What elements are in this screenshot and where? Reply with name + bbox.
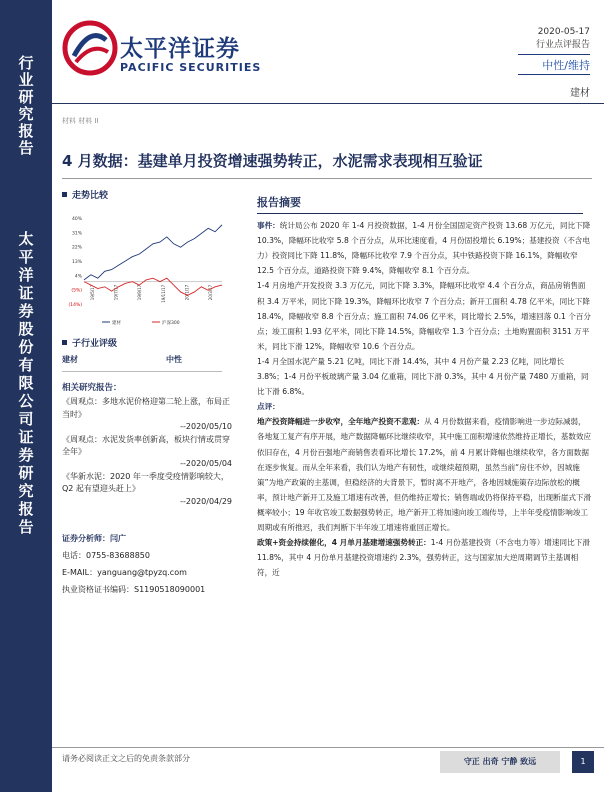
- footer-divider: [52, 747, 604, 748]
- trend-heading-text: 走势比较: [72, 191, 109, 201]
- analyst-email[interactable]: E-MAIL：yanguang@tpyzq.com: [62, 568, 187, 577]
- sub-rating-section: [62, 336, 222, 349]
- event-text: 统计局公布 2020 年 1-4 月投资数据，1-4 月份全国固定资产投资 13.68 万亿元，同比下降 10.3%，降幅环比收窄 5.8 个百分点，从环比速度看，4 月份固投增长 6.19%；基建投资（不含电力）投资同比下降 11.8%，降幅环比收窄 7.9 个百分点，其中铁路投资下降 16.1%，降幅收窄 12.5 个百分点，道路投资下降 9.4%，降幅收窄 8.1 个百分点。: [257, 221, 591, 276]
- sidebar-char: 限: [18, 374, 34, 392]
- breadcrumb: 材料 材料 II: [62, 117, 99, 125]
- sidebar-char: 洋: [18, 266, 34, 284]
- brand-name-en: PACIFIC SECURITIES: [120, 61, 262, 74]
- comment-label: 点评：: [257, 402, 280, 412]
- related-item-text: 《周观点：多地水泥价格迎第二轮上涨，布局正当时》: [62, 397, 230, 419]
- sidebar-char: 证: [18, 284, 34, 302]
- sidebar-company-label: [0, 230, 52, 536]
- sidebar-char: 平: [18, 248, 34, 266]
- sidebar-char: 研: [18, 464, 34, 482]
- related-item-date: --2020/04/29: [180, 496, 232, 506]
- analyst-phone: 电话：0755-83688850: [62, 551, 150, 560]
- report-date: 2020-05-17: [537, 27, 590, 37]
- sidebar-char: 股: [18, 320, 34, 338]
- brand-name-cn: 太平洋证券: [120, 36, 240, 62]
- sidebar-char: 券: [18, 446, 34, 464]
- header-divider: [52, 103, 604, 104]
- report-type: 行业点评报告: [535, 40, 590, 50]
- footer-slogan: 守正 出奇 宁静 致远: [440, 751, 560, 773]
- related-reports: [62, 382, 232, 508]
- sidebar-char: 告: [18, 518, 34, 536]
- sidebar-char: 报: [18, 122, 34, 140]
- sidebar-top-label: [0, 55, 52, 157]
- footer-disclaimer: 请务必阅读正文之后的免责条款部分: [62, 754, 190, 763]
- event-label: 事件：: [257, 221, 280, 231]
- sidebar-char: 告: [18, 139, 34, 157]
- infra-comment-lead: 政策+资金持续催化，4 月单月基建增速强势转正：: [257, 538, 431, 548]
- x-tick-label: 19/11/17: [160, 284, 166, 303]
- related-item-text: 《周观点：水泥发货率创新高，板块行情或贯穿全年》: [62, 434, 230, 457]
- related-item-date: --2020/05/04: [180, 459, 232, 469]
- sidebar-char: 司: [18, 410, 34, 428]
- infra-comment: [257, 535, 592, 580]
- page-number: 1: [572, 751, 594, 773]
- summary-heading: 报告摘要: [257, 195, 583, 214]
- trend-section: [62, 188, 238, 201]
- y-tick-label: 31%: [71, 231, 82, 237]
- event-paragraph: [257, 218, 592, 278]
- sub-rating-name: 建材: [62, 355, 78, 364]
- sidebar-char: 业: [18, 71, 34, 89]
- related-item[interactable]: [62, 396, 232, 433]
- related-heading: 相关研究报告：: [62, 383, 122, 393]
- sidebar-char: 报: [18, 500, 34, 518]
- x-tick-label: 19/9/17: [137, 284, 143, 301]
- sidebar-char: 太: [18, 230, 34, 248]
- sector-label: 建材: [570, 88, 590, 99]
- sidebar-char: 证: [18, 428, 34, 446]
- rating-label: 中性/维持: [542, 59, 590, 72]
- cement-paragraph: 1-4 月全国水泥产量 5.21 亿吨，同比下滑 14.4%，其中 4 月份产量 2.23 亿吨，同比增长 3.8%；1-4 月份平板玻璃产量 3.04 亿重箱，同比下滑 0.3%，其中 4 月份产量 7480 万重箱，同比下滑 6.8%。: [257, 356, 589, 397]
- infra-comment-text: 1-4 月份基建投资（不含电力等）增速同比下滑 11.8%，其中 4 月份单月基建投资增速约 2.3%，强势转正，这与国家加大逆周期调节主基调相符，近: [257, 538, 590, 578]
- related-item-text: 《华新水泥：2020 年一季度受疫情影响较大，Q2 起有望迎头赶上》: [62, 471, 229, 494]
- analyst-heading: 证券分析师：闫广: [62, 534, 126, 543]
- meta-divider: [518, 74, 590, 75]
- trend-heading: [62, 188, 238, 201]
- analyst-info: [62, 530, 232, 598]
- sidebar-char: 券: [18, 302, 34, 320]
- report-title: 4 月数据：基建单月投资增速强势转正，水泥需求表现相互验证: [62, 152, 483, 170]
- y-tick-label: 40%: [71, 217, 82, 222]
- sidebar-char: 有: [18, 356, 34, 374]
- x-tick-label: 19/7/17: [113, 284, 119, 301]
- related-item[interactable]: [62, 471, 232, 508]
- related-item-date: --2020/05/10: [180, 422, 232, 432]
- sub-rating-heading: [62, 336, 222, 349]
- sub-rating-value: 中性: [166, 355, 182, 364]
- related-item[interactable]: [62, 434, 232, 471]
- sidebar-char: 究: [18, 105, 34, 123]
- report-summary: [257, 195, 592, 580]
- analyst-license: 执业资格证书编码：S1190518090001: [62, 585, 206, 594]
- trend-chart: [62, 212, 228, 330]
- sidebar-char: 份: [18, 338, 34, 356]
- meta-divider: [518, 54, 590, 55]
- realestate-comment-text: 从 4 月份数据来看，疫情影响进一步边际减弱，各地复工复产有序开展，地产数据降幅环比继续收窄，其中施工面积增速依然维持正增长，基数效应依旧存在，4 月份百强地产商销售表看环比增长 17.2%，前 4 月累计降幅也继续收窄，各方面数据在逐步恢复。而从全年来看，我们认为地产有韧性，或继续超预期，虽然当前“房住不炒，因城施策”为地产政策的主基调，但稳经济的大背景下，暂时离不开地产，各地因城施策存边际放松的概率，预计地产新开工及施工增速有改善，但仍维持正增长；销售端或仍将保持平稳，出现断崖式下滑概率较小；19 年收官竣工数据强势转正，地产新开工将加速向竣工端传导，上半年受疫情影响竣工周期或有所推迟，我们判断下半年竣工增速将重回正增长。: [257, 417, 592, 532]
- bullet-square-icon: [62, 192, 67, 197]
- legend-label: 沪深300: [162, 321, 180, 326]
- sidebar-char: 行: [18, 54, 34, 72]
- y-tick-label: (14%): [68, 303, 82, 308]
- series-line-jiancai: [84, 225, 222, 280]
- sidebar-char: 公: [18, 392, 34, 410]
- sidebar: [0, 0, 52, 792]
- logo-emblem-icon: [62, 20, 118, 76]
- y-tick-label: 22%: [71, 245, 82, 251]
- x-tick-label: 20/3/17: [208, 284, 213, 301]
- realestate-paragraph: 1-4 月房地产开发投资 3.3 万亿元，同比下降 3.3%，降幅环比收窄 4.4 个百分点，商品房销售面积 3.4 万平米，同比下降 19.3%，降幅环比收窄 7 个百分点；新开工面积 4.78 亿平米，同比下降 18.4%，降幅收窄 8.8 个百分点；施工面积 74.06 亿平米，同比增长 2.5%，增速回落 0.1 个百分点；竣工面积 1.93 亿平米，同比下降 14.5%，降幅收窄 1.3 个百分点；土地购置面积 3151 万平米，同比下滑 12%，降幅收窄 10.6 个百分点。: [257, 281, 592, 351]
- realestate-comment: [257, 414, 592, 535]
- sub-rating-table: [62, 354, 222, 372]
- legend-label: 建材: [112, 321, 121, 326]
- x-tick-label: 20/1/17: [184, 284, 190, 301]
- sidebar-char: 究: [18, 482, 34, 500]
- x-tick-label: 19/5/17: [90, 284, 95, 301]
- y-tick-label: 13%: [71, 260, 82, 265]
- y-tick-label: 4%: [74, 274, 82, 280]
- bullet-square-icon: [62, 340, 67, 345]
- report-meta: [518, 26, 590, 100]
- sidebar-char: 研: [18, 88, 34, 106]
- sub-rating-heading-text: 子行业评级: [72, 339, 118, 349]
- realestate-comment-lead: 地产投资降幅进一步收窄，全年地产投资不悲观：: [257, 417, 425, 427]
- series-line-hs300: [84, 278, 222, 295]
- y-tick-label: (5%): [71, 288, 82, 294]
- title-divider: [62, 178, 592, 179]
